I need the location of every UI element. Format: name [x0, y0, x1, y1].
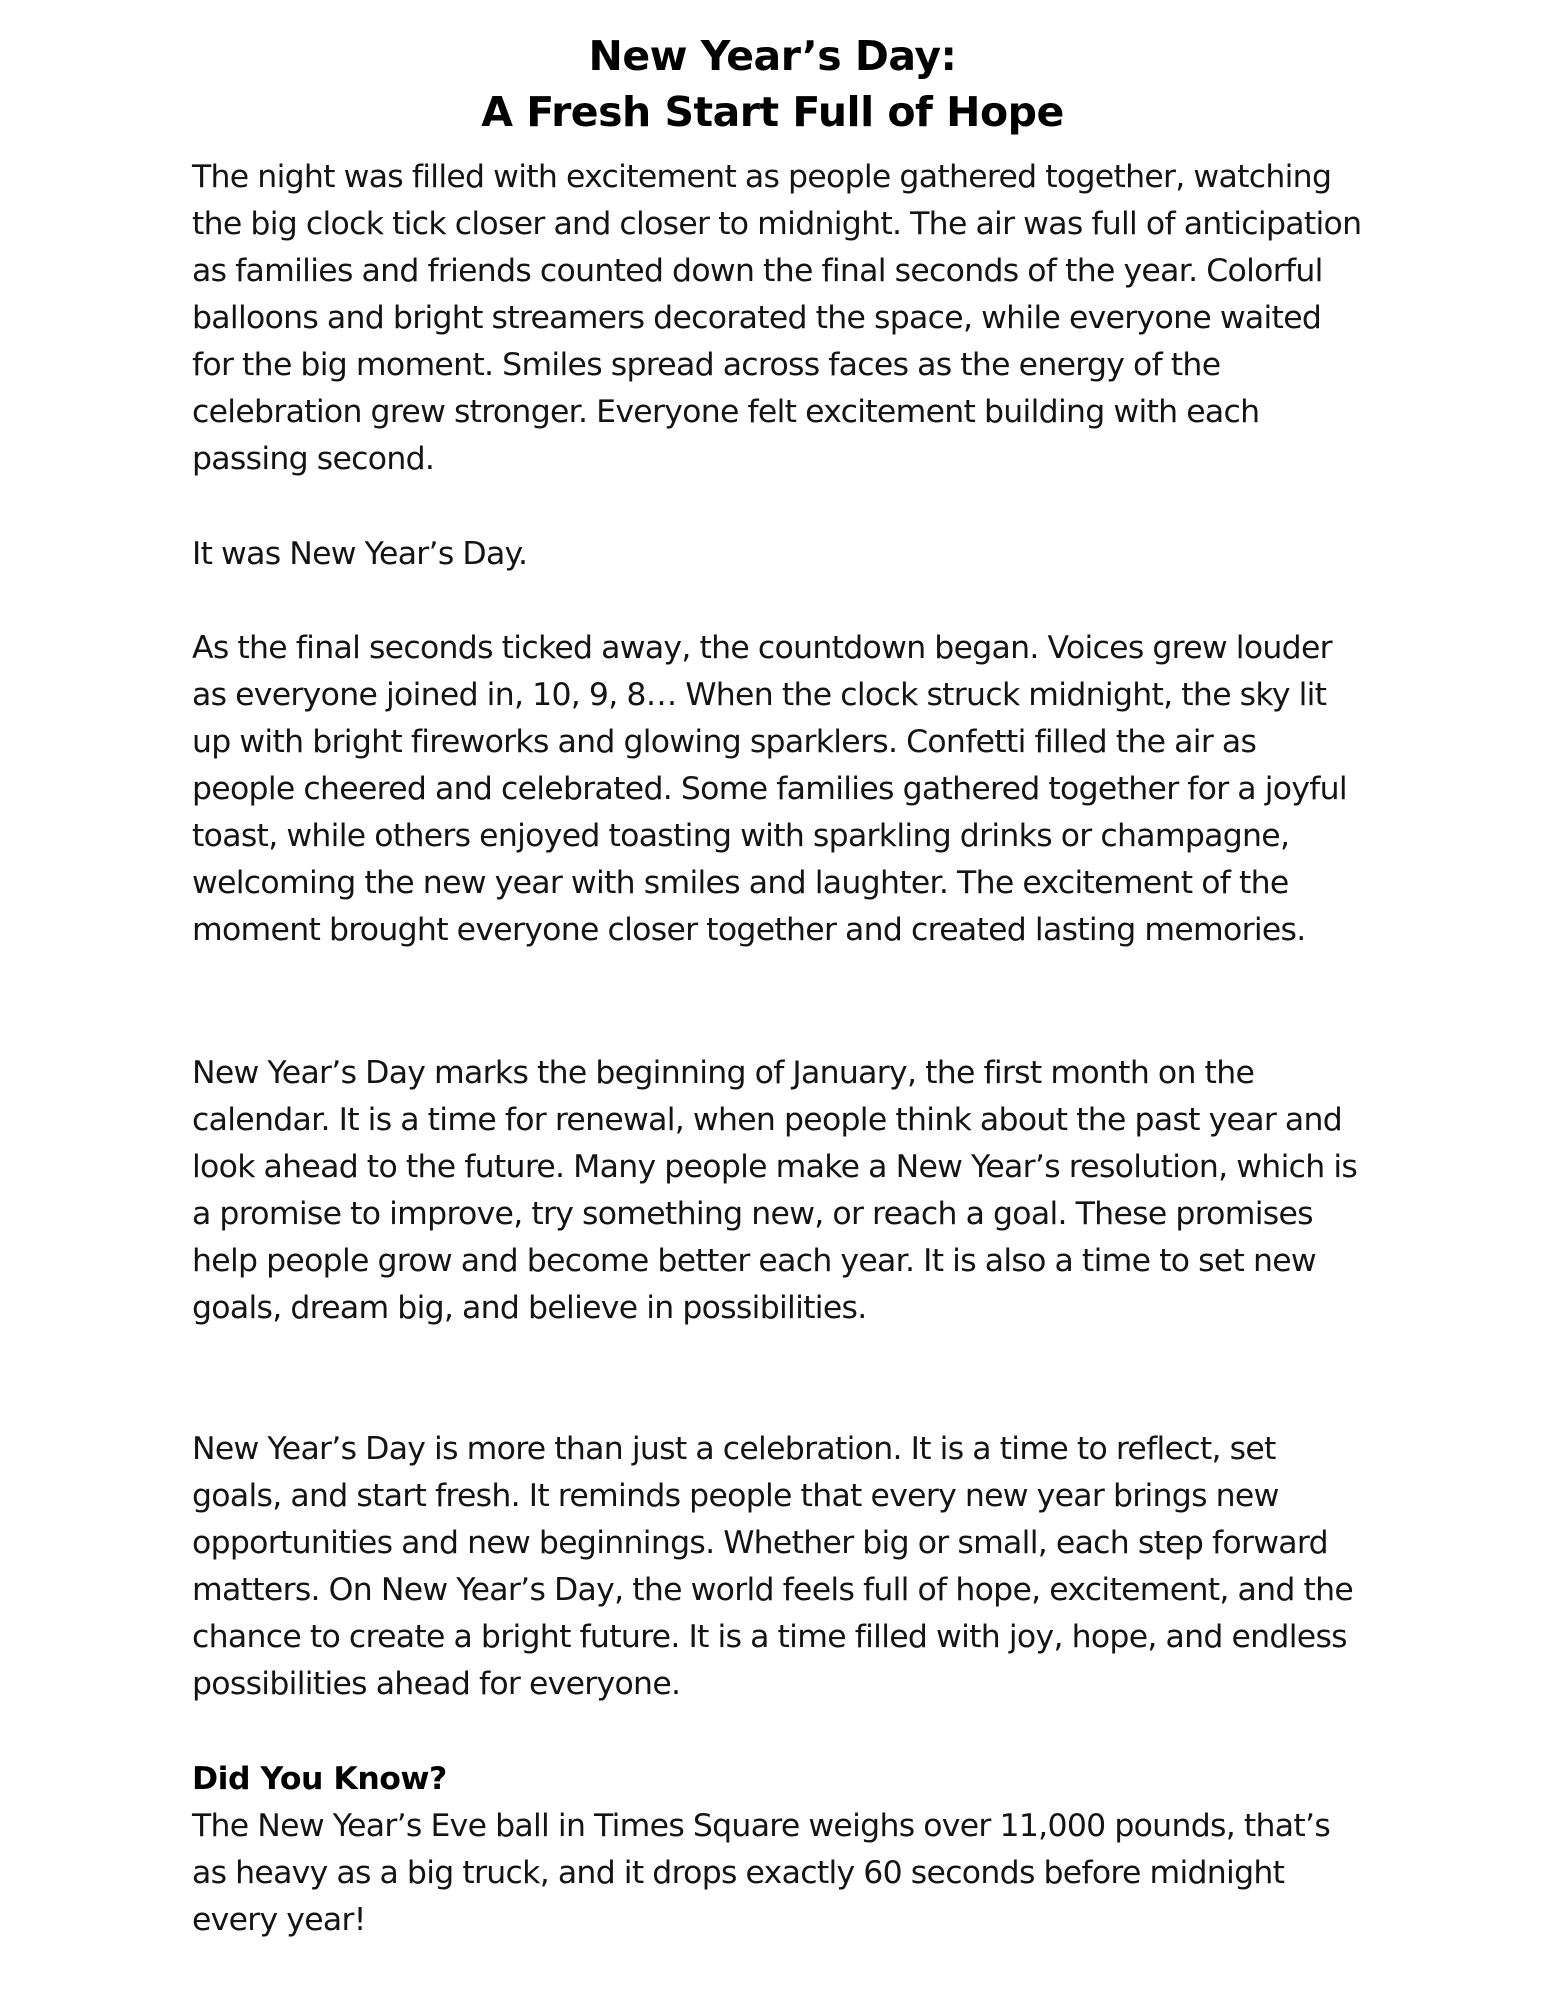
paragraph-3: As the final seconds ticked away, the countdown began. Voices grew louder as everyone joined in, 10, 9, 8… When the clock struck midnight, the sky lit up with bright fireworks and glowing sparklers. Confetti filled the air as people cheered and celebrated. Some families gathered together for a joyful toast, while others enjoyed toasting with sparkling drinks or champagne, welcoming the new year with smiles and laughter. The excitement of the moment brought everyone closer together and created lasting memories.: [192, 630, 1347, 948]
title-line-1: New Year’s Day:: [588, 32, 957, 80]
paragraph-5: New Year’s Day is more than just a celebration. It is a time to reflect, set goals, and start fresh. It reminds people that every new year brings new opportunities and new beginnings. Whether big or small, each step forward matters. On New Year’s Day, the world feels full of hope, excitement, and the chance to create a bright future. It is a time filled with joy, hope, and endless possibilities ahead for everyone.: [192, 1431, 1354, 1702]
paragraph-1: The night was filled with excitement as people gathered together, watching the big clock tick closer and closer to midnight. The air was full of anticipation as families and friends counted down the final seconds of the year. Colorful balloons and bright streamers decorated the space, while everyone waited for the big moment. Smiles spread across faces as the energy of the celebration grew stronger. Everyone felt excitement building with each passing second.: [192, 159, 1362, 477]
title-line-2: A Fresh Start Full of Hope: [481, 88, 1064, 136]
paragraph-4: New Year’s Day marks the beginning of January, the first month on the calendar. It is a time for renewal, when people think about the past year and look ahead to the future. Many people make a New Year’s resolution, which is a promise to improve, try something new, or reach a goal. These promises help people grow and become better each year. It is also a time to set new goals, dream big, and believe in possibilities.: [192, 1055, 1358, 1326]
did-you-know-heading: Did You Know?: [192, 1761, 447, 1797]
paragraph-2: It was New Year’s Day.: [192, 536, 528, 572]
did-you-know-text: The New Year’s Eve ball in Times Square weighs over 11,000 pounds, that’s as heavy as a big truck, and it drops exactly 60 seconds before midnight every year!: [192, 1808, 1331, 1938]
document-title: [0, 28, 1545, 140]
